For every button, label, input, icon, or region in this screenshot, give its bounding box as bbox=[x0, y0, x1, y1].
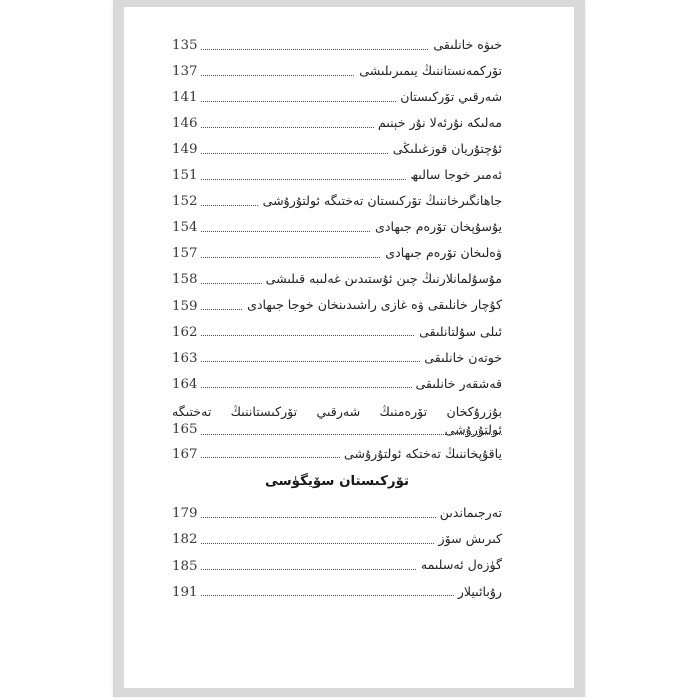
toc-entry[interactable] bbox=[172, 506, 502, 521]
toc-entry-page-number: 164 bbox=[172, 376, 198, 392]
toc-entry-title: مەلىكە نۇرئەلا نۇر خېنىم bbox=[377, 115, 502, 131]
toc-entry-title: يۇسۇپخان تۆرەم جىھادى bbox=[375, 219, 502, 235]
toc-entry-title-wrap bbox=[243, 298, 502, 313]
toc-entry-title: ياقۇپخاننىڭ تەختكە ئولتۇرۇشى bbox=[344, 445, 502, 461]
toc-entry-title-wrap bbox=[429, 38, 502, 53]
toc-entry-title: شەرقىي تۆركىستان bbox=[400, 89, 502, 105]
toc-entry[interactable] bbox=[172, 447, 502, 462]
toc-entry-title-wrap bbox=[371, 220, 502, 235]
toc-entry[interactable] bbox=[172, 377, 502, 392]
toc-entry-title: ئىلى سۇلتانلىقى bbox=[419, 323, 502, 339]
toc-entry-page-number: 163 bbox=[172, 350, 198, 366]
toc-entry-title: خىۋە خانلىقى bbox=[433, 37, 502, 52]
toc-entry[interactable] bbox=[172, 246, 502, 261]
toc-entry-page-number: 182 bbox=[172, 532, 198, 548]
toc-entry-title-wrap bbox=[436, 506, 502, 521]
toc-entry-title: مۇسۇلمانلارنىڭ چىن ئۇستىدىن غەلىبە قىلىشى bbox=[265, 271, 502, 287]
toc-entry-title-wrap bbox=[259, 194, 502, 209]
toc-entry-page-number: 185 bbox=[172, 558, 198, 574]
toc-entry[interactable] bbox=[172, 272, 502, 287]
toc-entry-page-number: 191 bbox=[172, 584, 198, 600]
toc-entry[interactable] bbox=[172, 38, 502, 53]
toc-entry-title-wrap bbox=[435, 532, 502, 547]
toc-entry-page-number: 158 bbox=[172, 272, 198, 288]
toc-entry[interactable] bbox=[172, 532, 502, 547]
toc-entry-page-number: 167 bbox=[172, 446, 198, 462]
toc-entry-title-wrap bbox=[389, 142, 502, 157]
toc-entry-title: تەرجىماندىن bbox=[439, 505, 502, 521]
toc-entry-title: جاھانگىرخاننىڭ تۆركىستان تەختىگە ئولتۇرۇشى bbox=[262, 193, 502, 209]
toc-entry-title: ۋەلىخان تۆرەم جىھادى bbox=[385, 245, 502, 261]
toc-entry-page-number: 146 bbox=[172, 116, 198, 132]
toc-entry-title: ئۇچتۇريان قوزغىلىڭى bbox=[392, 141, 502, 157]
toc-entry-page-number: 135 bbox=[172, 38, 198, 54]
toc-entry-page-number: 157 bbox=[172, 246, 198, 262]
toc-entry-title: گۈزەل ئەسلىمە bbox=[420, 557, 502, 573]
toc-entry[interactable] bbox=[172, 351, 502, 366]
toc-entry[interactable] bbox=[172, 403, 502, 438]
toc-entry-title-wrap bbox=[420, 351, 502, 366]
dot-leader bbox=[172, 434, 502, 435]
toc-entry-title-wrap bbox=[340, 447, 502, 462]
table-of-contents bbox=[172, 38, 502, 611]
toc-entry[interactable] bbox=[172, 298, 502, 313]
toc-entry-title-wrap bbox=[412, 377, 503, 392]
toc-entry-title-wrap bbox=[262, 272, 502, 287]
toc-entry[interactable] bbox=[172, 168, 502, 183]
toc-entry-title: ئەمىر خوجا سالىھ bbox=[410, 167, 502, 183]
toc-entry-page-number: 137 bbox=[172, 64, 198, 80]
toc-entry-title: كىرىش سۆز bbox=[438, 531, 502, 547]
toc-entry[interactable] bbox=[172, 220, 502, 235]
toc-entry-page-number: 159 bbox=[172, 298, 198, 314]
toc-entry-title-wrap bbox=[417, 558, 502, 573]
toc-entry-title-wrap bbox=[454, 585, 502, 600]
toc-entry-page-number: 149 bbox=[172, 142, 198, 158]
toc-entry-title: رۇبائىيلار bbox=[457, 583, 502, 599]
toc-entry-title: تۆركمەنستاننىڭ يىمىرىلىشى bbox=[359, 63, 502, 79]
dot-leader bbox=[172, 595, 502, 596]
toc-entry[interactable] bbox=[172, 585, 502, 600]
toc-entry[interactable] bbox=[172, 90, 502, 105]
toc-entry-title-line2: ئولتۇرۇشى bbox=[441, 421, 502, 439]
toc-entry-page-number: 152 bbox=[172, 194, 198, 210]
toc-entry-title: قەشقەر خانلىقى bbox=[415, 375, 502, 391]
toc-entry[interactable] bbox=[172, 142, 502, 157]
toc-entry-page-number: 162 bbox=[172, 324, 198, 340]
toc-section-heading: تۆركىستان سۆيگۈسى bbox=[264, 474, 410, 490]
toc-entry-page-number: 141 bbox=[172, 90, 198, 106]
toc-entry-title-wrap bbox=[406, 168, 502, 183]
toc-entry[interactable] bbox=[172, 558, 502, 573]
toc-entry[interactable] bbox=[172, 116, 502, 131]
toc-entry-title-wrap bbox=[355, 64, 502, 79]
toc-entry[interactable] bbox=[172, 325, 502, 340]
toc-entry-page-number: 154 bbox=[172, 220, 198, 236]
toc-entry-title-wrap bbox=[396, 90, 502, 105]
toc-entry-page-number: 151 bbox=[172, 168, 198, 184]
toc-entry[interactable] bbox=[172, 64, 502, 79]
toc-entry-title-wrap bbox=[172, 403, 502, 421]
toc-entry-title-wrap bbox=[415, 325, 502, 340]
toc-entry-title: بۇزرۇكخان تۆرەمنىڭ شەرقىي تۆركىستاننىڭ تەختىگە bbox=[172, 403, 502, 419]
toc-entry[interactable] bbox=[172, 194, 502, 209]
toc-entry-title-wrap bbox=[381, 246, 502, 261]
toc-entry-title: كۇچار خانلىقى ۋە غازى راشىدىنخان خوجا جىھادى bbox=[247, 297, 502, 313]
toc-entry-title-wrap bbox=[374, 116, 502, 131]
toc-entry-page-number: 179 bbox=[172, 506, 198, 522]
toc-entry-title: خوتەن خانلىقى bbox=[424, 349, 502, 365]
toc-entry-page-number: 165 bbox=[172, 420, 200, 439]
